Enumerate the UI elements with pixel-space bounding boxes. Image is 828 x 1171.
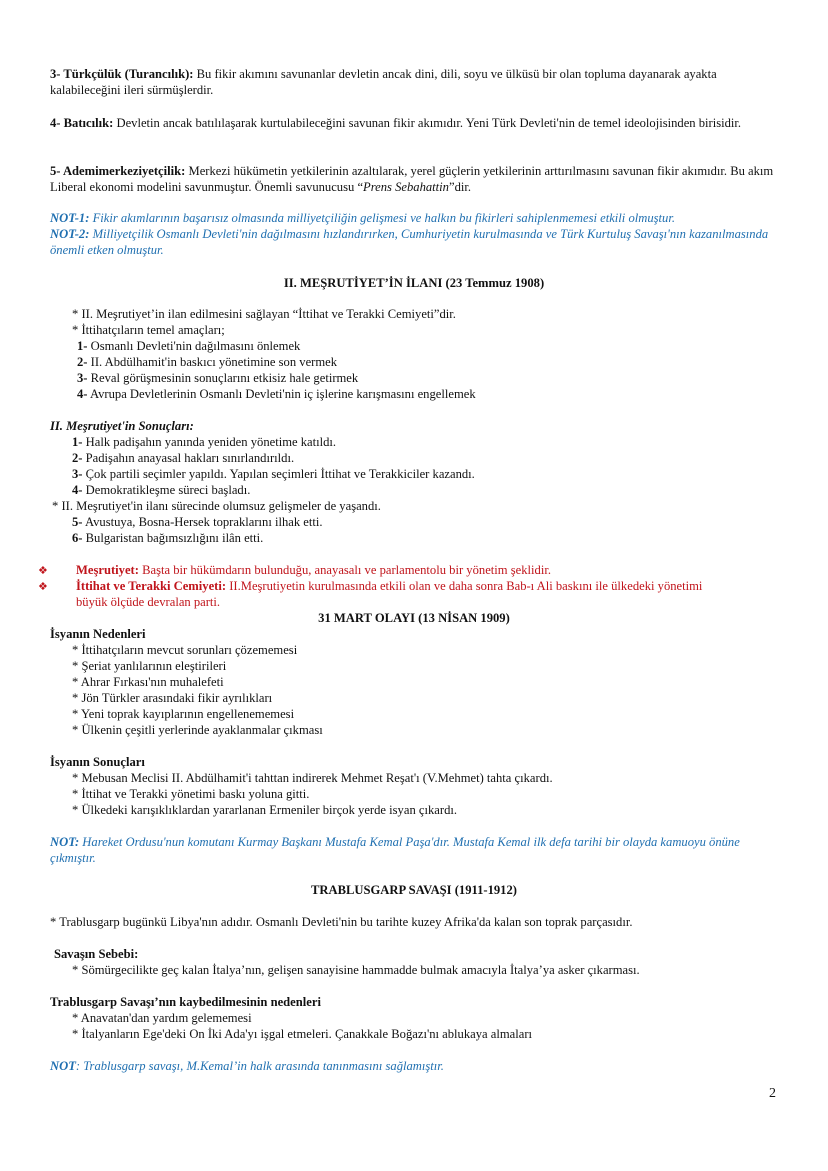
subsection-title-cause: Savaşın Sebebi: bbox=[54, 947, 139, 961]
paragraph-text: ”dir. bbox=[448, 180, 472, 194]
list-item: 3- Reval görüşmesinin sonuçlarını etkisiz hale getirmek bbox=[77, 371, 359, 385]
note-label: NOT-1: bbox=[50, 211, 90, 225]
definition-ittihat-cont: büyük ölçüde devralan parti. bbox=[76, 595, 221, 609]
paragraph-text: Bu fikir akımını savunanlar devletin ancak dini, dili, soyu ve ülküsü bir olan topluma dayanarak ayakta kalabileceğini ileri sürmüşlerdir. bbox=[50, 67, 717, 97]
list-item: * Jön Türkler arasındaki fikir ayrılıkları bbox=[72, 691, 273, 705]
note-text: Fikir akımlarının başarısız olmasında milliyetçiliğin gelişmesi ve halkın bu fikirleri sahiplenmemesi etkili olmuştur. bbox=[89, 211, 675, 225]
list-item: 1- Halk padişahın yanında yeniden yönetime katıldı. bbox=[72, 435, 337, 449]
list-item: * II. Meşrutiyet'in ilanı sürecinde olumsuz gelişmeler de yaşandı. bbox=[52, 499, 381, 513]
list-item: 6- Bulgaristan bağımsızlığını ilân etti. bbox=[72, 531, 264, 545]
list-item: 2- II. Abdülhamit'in baskıcı yönetimine son vermek bbox=[77, 355, 338, 369]
note-1 bbox=[50, 210, 780, 226]
list-item: * Sömürgecilikte geç kalan İtalya’nın, gelişen sanayisine hammadde bulmak amacıyla İtalya’ya asker çıkarması. bbox=[72, 963, 640, 977]
list-item: * Şeriat yanlılarının eleştirileri bbox=[72, 659, 227, 673]
note-2 bbox=[50, 226, 780, 258]
list-item: 3- Çok partili seçimler yapıldı. Yapılan seçimleri İttihat ve Terakkiciler kazandı. bbox=[72, 467, 475, 481]
list-item: * Ahrar Fırkası'nın muhalefeti bbox=[72, 675, 224, 689]
subsection-title-results: İsyanın Sonuçları bbox=[50, 755, 145, 769]
paragraph-baticilik bbox=[50, 115, 780, 131]
term-label: 4- Batıcılık: bbox=[50, 116, 114, 130]
list-item: 1- Osmanlı Devleti'nin dağılmasını önlemek bbox=[77, 339, 301, 353]
list-item: * İtalyanların Ege'deki On İki Ada'yı işgal etmeleri. Çanakkale Boğazı'nı ablukaya almaları bbox=[72, 1027, 533, 1041]
diamond-bullet-icon: ❖ bbox=[38, 564, 48, 577]
list-item: * Ülkedeki karışıklıklardan yararlanan Ermeniler birçok yerde isyan çıkardı. bbox=[72, 803, 458, 817]
term-label: 5- Ademimerkeziyetçilik: bbox=[50, 164, 186, 178]
list-item: 5- Avustuya, Bosna-Hersek topraklarını ilhak etti. bbox=[72, 515, 323, 529]
note-label: NOT-2: bbox=[50, 227, 90, 241]
note-text: : Trablusgarp savaşı, M.Kemal’in halk arasında tanınmasını sağlamıştır. bbox=[75, 1059, 444, 1073]
page-number: 2 bbox=[769, 1086, 776, 1101]
paragraph-text: Devletin ancak batılılaşarak kurtulabileceğini savunan fikir akımıdır. Yeni Türk Devleti'nin de temel ideolojisinden birisidir. bbox=[113, 116, 742, 130]
note-label: NOT bbox=[50, 1059, 76, 1073]
note-text: Hareket Ordusu'nun komutanı Kurmay Başkanı Mustafa Kemal Paşa'dır. Mustafa Kemal ilk defa tarihi bir olayda kamuoyu önüne çıkmıştır. bbox=[50, 835, 740, 865]
list-item: * İttihatçıların temel amaçları; bbox=[72, 323, 225, 337]
list-item: * İttihat ve Terakki yönetimi baskı yoluna gitti. bbox=[72, 787, 310, 801]
term-label: 3- Türkçülük (Turancılık): bbox=[50, 67, 194, 81]
section-title-mesrutiyet: II. MEŞRUTİYET’İN İLANI (23 Temmuz 1908) bbox=[283, 276, 545, 290]
diamond-bullet-icon: ❖ bbox=[38, 580, 48, 593]
paragraph-text: Merkezi hükümetin yetkilerinin azaltılarak, yerel güçlerin yetkilerinin arttırılmasını savunan fikir akımıdır. Bu akım Liberal ekonomi modelini savunmuştur. Önemli savunucusu “ bbox=[50, 164, 774, 194]
subsection-title-results: II. Meşrutiyet'in Sonuçları: bbox=[50, 419, 194, 433]
note-trablusgarp bbox=[50, 1058, 444, 1074]
list-item: * Yeni toprak kayıplarının engellenememesi bbox=[72, 707, 295, 721]
definition-mesrutiyet: Meşrutiyet: Başta bir hükümdarın bulunduğu, anayasalı ve parlamentolu bir yönetim şeklidir. bbox=[76, 563, 551, 577]
subsection-title-causes: İsyanın Nedenleri bbox=[50, 627, 146, 641]
subsection-title-loss: Trablusgarp Savaşı’nın kaybedilmesinin nedenleri bbox=[50, 995, 321, 1009]
paragraph-text: * Trablusgarp bugünkü Libya'nın adıdır. Osmanlı Devleti'nin bu tarihte kuzey Afrika'da kalan son toprak parçasıdır. bbox=[50, 915, 633, 929]
list-item: * II. Meşrutiyet’in ilan edilmesini sağlayan “İttihat ve Terakki Cemiyeti”dir. bbox=[72, 307, 456, 321]
section-title-31-mart: 31 MART OLAYI (13 NİSAN 1909) bbox=[318, 611, 510, 625]
section-title-trablusgarp: TRABLUSGARP SAVAŞI (1911-1912) bbox=[311, 883, 517, 897]
paragraph-turkculuk bbox=[50, 66, 780, 98]
person-name: Prens Sebahattin bbox=[363, 180, 449, 194]
note-31-mart bbox=[50, 834, 780, 866]
note-label: NOT: bbox=[50, 835, 80, 849]
list-item: * Mebusan Meclisi II. Abdülhamit'i tahttan indirerek Mehmet Reşat'ı (V.Mehmet) tahta çıkardı. bbox=[72, 771, 553, 785]
list-item: 4- Demokratikleşme süreci başladı. bbox=[72, 483, 251, 497]
note-text: Milliyetçilik Osmanlı Devleti'nin dağılmasını hızlandırırken, Cumhuriyetin kurulmasında ve Türk Kurtuluş Savaşı'nın kazanılmasında önemli etken olmuştur. bbox=[50, 227, 769, 257]
definition-ittihat: İttihat ve Terakki Cemiyeti: II.Meşrutiyetin kurulmasında etkili olan ve daha sonra Bab-ı Ali baskını ile ülkedeki yönetimi bbox=[76, 579, 703, 593]
list-item: 4- Avrupa Devletlerinin Osmanlı Devleti'nin iç işlerine karışmasını engellemek bbox=[77, 387, 476, 401]
list-item: 2- Padişahın anayasal hakları sınırlandırıldı. bbox=[72, 451, 295, 465]
list-item: * İttihatçıların mevcut sorunları çözememesi bbox=[72, 643, 298, 657]
list-item: * Ülkenin çeşitli yerlerinde ayaklanmalar çıkması bbox=[72, 723, 323, 737]
paragraph-ademimerkeziyetcilik bbox=[50, 163, 780, 195]
list-item: * Anavatan'dan yardım gelememesi bbox=[72, 1011, 252, 1025]
